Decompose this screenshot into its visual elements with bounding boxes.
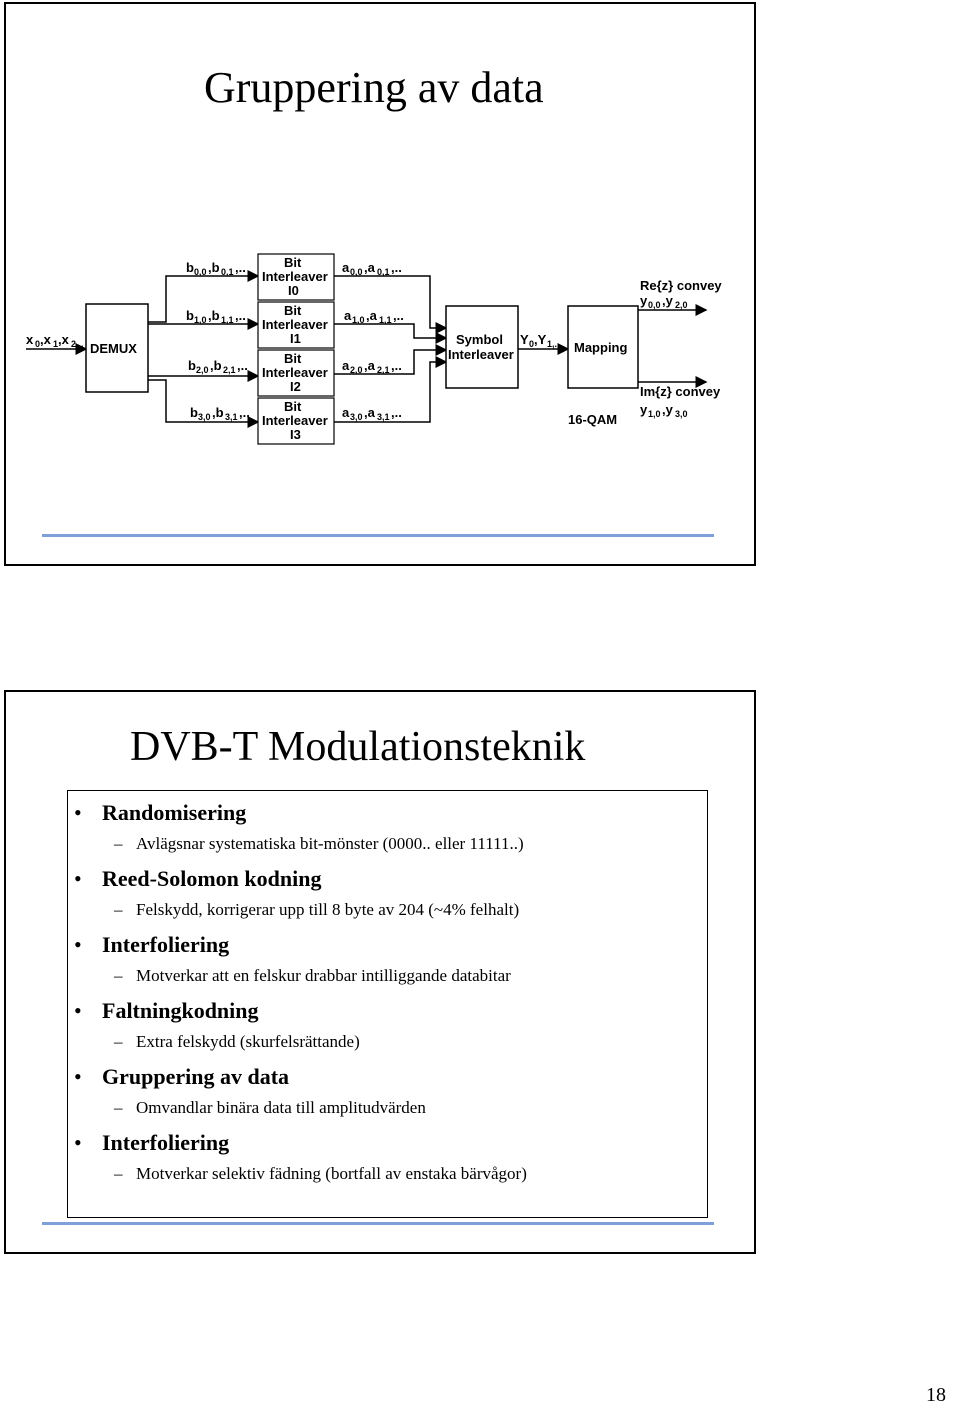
mapping-box	[568, 306, 638, 388]
bullet-detail: – Felskydd, korrigerar upp till 8 byte av 204 (~4% felhalt)	[114, 900, 520, 919]
svg-text:,b: ,b	[208, 260, 220, 275]
svg-text:Bit: Bit	[284, 255, 302, 270]
svg-text:0,0: 0,0	[648, 300, 661, 310]
svg-text:3,0: 3,0	[675, 409, 688, 419]
bullet-item: • Reed-Solomon kodning	[74, 866, 322, 891]
svg-text:,y: ,y	[662, 293, 673, 308]
a-stream-1	[344, 308, 404, 325]
svg-text:y: y	[640, 402, 648, 417]
a-stream-3	[342, 405, 402, 422]
block-diagram	[6, 4, 754, 524]
svg-text:x: x	[26, 332, 34, 347]
svg-text:a: a	[342, 358, 350, 373]
svg-text:1,1: 1,1	[379, 315, 392, 325]
slide-modulationsteknik	[4, 690, 756, 1254]
b-stream-2	[188, 358, 248, 375]
svg-text:Bit: Bit	[284, 399, 302, 414]
svg-text:,..: ,..	[393, 308, 404, 323]
svg-text:,a: ,a	[364, 358, 375, 373]
slide-divider	[42, 534, 714, 537]
a-stream-2	[342, 358, 402, 375]
symbol-interleaver	[446, 306, 518, 388]
svg-text:Bit: Bit	[284, 303, 302, 318]
svg-text:1,0: 1,0	[194, 315, 207, 325]
svg-text:2,..: 2,..	[71, 339, 84, 349]
svg-text:,x: ,x	[58, 332, 69, 347]
slide-title: DVB-T Modulationsteknik	[130, 724, 586, 770]
page-number: 18	[926, 1384, 946, 1406]
bit-interleaver-0	[258, 254, 334, 300]
svg-text:Interleaver: Interleaver	[262, 413, 328, 428]
svg-text:0,0: 0,0	[350, 267, 363, 277]
svg-text:,Y: ,Y	[534, 332, 547, 347]
svg-text:,a: ,a	[364, 405, 375, 420]
bullet-item: • Interfoliering	[74, 932, 230, 957]
svg-text:3,1: 3,1	[225, 412, 238, 422]
svg-text:,..: ,..	[239, 405, 250, 420]
svg-text:1: 1	[53, 339, 59, 349]
svg-text:b: b	[188, 358, 196, 373]
svg-text:,x: ,x	[40, 332, 51, 347]
bullet-list	[74, 800, 734, 1196]
a-stream-0	[342, 260, 402, 277]
svg-text:,y: ,y	[662, 402, 673, 417]
svg-text:3,1: 3,1	[377, 412, 390, 422]
svg-text:0,1: 0,1	[221, 267, 234, 277]
svg-text:,a: ,a	[366, 308, 377, 323]
svg-text:Interleaver: Interleaver	[262, 365, 328, 380]
svg-text:Symbol: Symbol	[456, 332, 503, 347]
svg-text:,b: ,b	[208, 308, 220, 323]
svg-text:,..: ,..	[391, 358, 402, 373]
bullet-item: • Gruppering av data	[74, 1064, 290, 1089]
bullet-detail: – Motverkar att en felskur drabbar intilliggande databitar	[114, 966, 511, 985]
svg-text:,..: ,..	[237, 358, 248, 373]
svg-text:0: 0	[35, 339, 41, 349]
qam-label: 16-QAM	[568, 412, 618, 427]
bit-interleaver-3	[258, 398, 334, 444]
input-label	[26, 332, 84, 349]
y-label	[520, 332, 560, 349]
svg-text:Interleaver: Interleaver	[262, 269, 328, 284]
svg-text:3,0: 3,0	[198, 412, 211, 422]
svg-text:I0: I0	[288, 283, 299, 298]
svg-text:,b: ,b	[210, 358, 222, 373]
svg-text:1,1: 1,1	[221, 315, 234, 325]
svg-text:,..: ,..	[391, 405, 402, 420]
svg-text:2,0: 2,0	[675, 300, 688, 310]
svg-text:Interleaver: Interleaver	[262, 317, 328, 332]
svg-text:2,0: 2,0	[350, 365, 363, 375]
svg-text:y: y	[640, 293, 648, 308]
svg-text:a: a	[342, 405, 350, 420]
bullet-item: • Randomisering	[74, 800, 247, 825]
bit-interleaver-1	[258, 302, 334, 348]
slide-title: Gruppering av data	[204, 63, 544, 112]
svg-text:,b: ,b	[212, 405, 224, 420]
slide-gruppering	[4, 2, 756, 566]
svg-text:Mapping: Mapping	[574, 340, 628, 355]
svg-text:b: b	[186, 260, 194, 275]
svg-text:1,..: 1,..	[547, 339, 560, 349]
demux-label: DEMUX	[90, 341, 137, 356]
bullet-detail: – Omvandlar binära data till amplitudvärden	[114, 1098, 426, 1117]
svg-text:Interleaver: Interleaver	[448, 347, 514, 362]
svg-text:0: 0	[529, 339, 535, 349]
svg-text:b: b	[190, 405, 198, 420]
slide-divider	[42, 1222, 714, 1225]
svg-text:1,0: 1,0	[352, 315, 365, 325]
svg-text:I2: I2	[290, 379, 301, 394]
svg-text:2,0: 2,0	[196, 365, 209, 375]
svg-text:1,0: 1,0	[648, 409, 661, 419]
bullet-item: • Interfoliering	[74, 1130, 230, 1155]
svg-text:a: a	[344, 308, 352, 323]
svg-text:2,1: 2,1	[223, 365, 236, 375]
bullet-detail: – Avlägsnar systematiska bit-mönster (0000.. eller 11111..)	[114, 834, 524, 853]
svg-text:,a: ,a	[364, 260, 375, 275]
im-label: Im{z} convey	[640, 384, 721, 399]
svg-text:Y: Y	[520, 332, 529, 347]
re-output	[640, 293, 688, 310]
svg-text:Bit: Bit	[284, 351, 302, 366]
svg-text:0,0: 0,0	[194, 267, 207, 277]
b-stream-1	[186, 308, 246, 325]
svg-text:,..: ,..	[235, 260, 246, 275]
bullet-detail: – Motverkar selektiv fädning (bortfall av enstaka bärvågor)	[114, 1164, 527, 1183]
svg-text:,..: ,..	[235, 308, 246, 323]
svg-text:a: a	[342, 260, 350, 275]
svg-text:2,1: 2,1	[377, 365, 390, 375]
bit-interleaver-2	[258, 350, 334, 396]
svg-text:3,0: 3,0	[350, 412, 363, 422]
b-stream-3	[190, 405, 250, 422]
svg-text:I1: I1	[290, 331, 301, 346]
bullet-detail: – Extra felskydd (skurfelsrättande)	[114, 1032, 360, 1051]
svg-text:I3: I3	[290, 427, 301, 442]
bullet-item: • Faltningkodning	[74, 998, 259, 1023]
svg-text:,..: ,..	[391, 260, 402, 275]
re-label: Re{z} convey	[640, 278, 722, 293]
svg-text:0,1: 0,1	[377, 267, 390, 277]
svg-text:b: b	[186, 308, 194, 323]
im-output	[640, 402, 688, 419]
b-stream-0	[186, 260, 246, 277]
